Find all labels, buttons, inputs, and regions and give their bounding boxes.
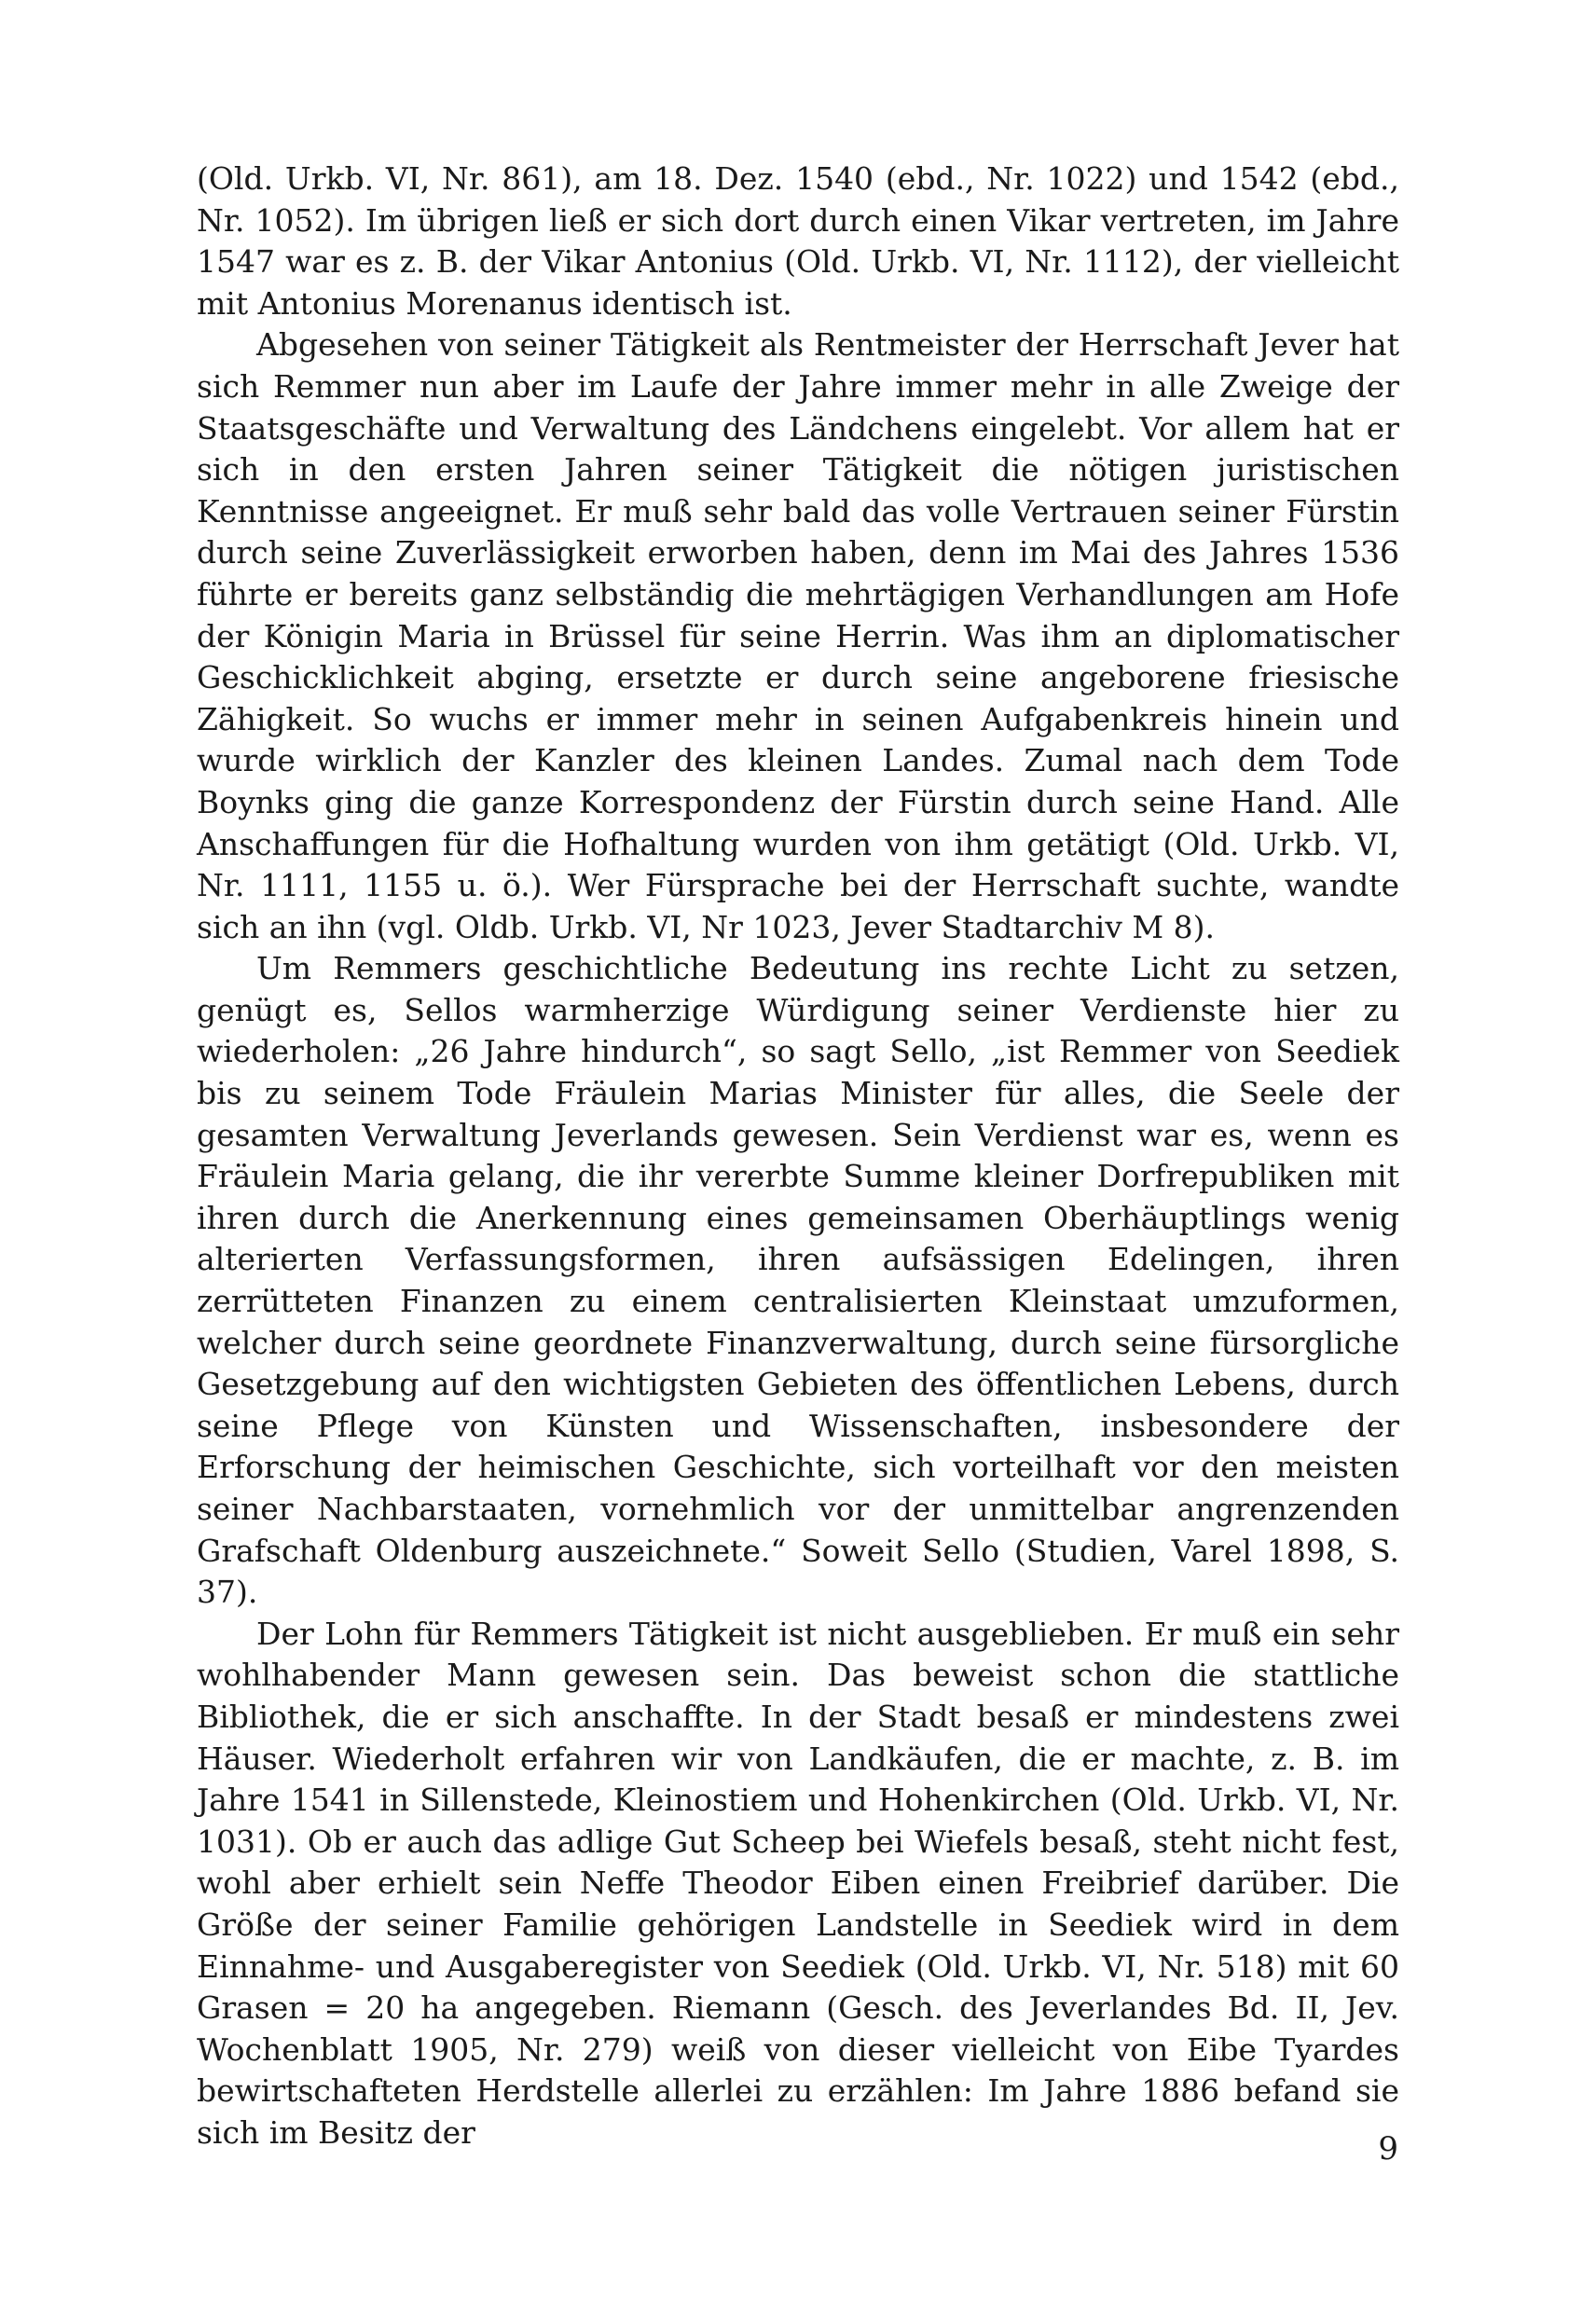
paragraph-3: Um Remmers geschichtliche Bedeutung ins rechte Licht zu setzen, genügt es, Sellos warmherzige Würdigung seiner Verdienste hier zu wiederholen: „26 Jahre hindurch“, so sagt Sello, „ist Remmer von Seediek bis zu seinem Tode Fräulein Marias Minister für alles, die Seele der gesamten Verwaltung Jeverlands gewesen. Sein Verdienst war es, wenn es Fräulein Maria gelang, die ihr vererbte Summe kleiner Dorfrepubliken mit ihren durch die Anerkennung eines gemeinsamen Oberhäuptlings wenig alterierten Verfassungsformen, ihren aufsässigen Edelingen, ihren zerrütteten Finanzen zu einem centralisierten Kleinstaat umzuformen, welcher durch seine geordnete Finanzverwaltung, durch seine fürsorgliche Gesetzgebung auf den wichtigsten Gebieten des öffentlichen Lebens, durch seine Pflege von Künsten und Wissenschaften, insbesondere der Erforschung der heimischen Geschichte, sich vorteilhaft vor den meisten seiner Nachbarstaaten, vornehmlich vor der unmittelbar angrenzenden Grafschaft Oldenburg auszeichnete.“ Soweit Sello (Studien, Varel 1898, S. 37). [197,950,1399,1611]
paragraph-4: Der Lohn für Remmers Tätigkeit ist nicht ausgeblieben. Er muß ein sehr wohlhabender Mann gewesen sein. Das beweist schon die stattliche Bibliothek, die er sich anschaffte. In der Stadt besaß er mindestens zwei Häuser. Wiederholt erfahren wir von Landkäufen, die er machte, z. B. im Jahre 1541 in Sillenstede, Kleinostiem und Hohenkirchen (Old. Urkb. VI, Nr. 1031). Ob er auch das adlige Gut Scheep bei Wiefels besaß, steht nicht fest, wohl aber erhielt sein Neffe Theodor Eiben einen Freibrief darüber. Die Größe der seiner Familie gehörigen Landstelle in Seediek wird in dem Einnahme- und Ausgaberegister von Seediek (Old. Urkb. VI, Nr. 518) mit 60 Grasen = 20 ha angegeben. Riemann (Gesch. des Jeverlandes Bd. II, Jev. Wochenblatt 1905, Nr. 279) weiß von dieser vielleicht von Eibe Tyardes bewirtschafteten Herdstelle allerlei zu erzählen: Im Jahre 1886 befand sie sich im Besitz der [197,1615,1399,2151]
paragraph-2: Abgesehen von seiner Tätigkeit als Rentmeister der Herrschaft Jever hat sich Remmer nun aber im Laufe der Jahre immer mehr in alle Zweige der Staatsgeschäfte und Verwaltung des Ländchens eingelebt. Vor allem hat er sich in den ersten Jahren seiner Tätigkeit die nötigen juristischen Kenntnisse angeeignet. Er muß sehr bald das volle Vertrauen seiner Fürstin durch seine Zuverlässigkeit erworben haben, denn im Mai des Jahres 1536 führte er bereits ganz selbständig die mehrtägigen Verhandlungen am Hofe der Königin Maria in Brüssel für seine Herrin. Was ihm an diplomatischer Geschicklichkeit abging, ersetzte er durch seine angeborene friesische Zähigkeit. So wuchs er immer mehr in seinen Aufgabenkreis hinein und wurde wirklich der Kanzler des kleinen Landes. Zumal nach dem Tode Boynks ging die ganze Korrespondenz der Fürstin durch seine Hand. Alle Anschaffungen für die Hofhaltung wurden von ihm getätigt (Old. Urkb. VI, Nr. 1111, 1155 u. ö.). Wer Fürsprache bei der Herrschaft suchte, wandte sich an ihn (vgl. Oldb. Urkb. VI, Nr 1023, Jever Stadtarchiv M 8). [197,326,1399,945]
page-body [197,158,1399,2154]
paragraph-1: (Old. Urkb. VI, Nr. 861), am 18. Dez. 1540 (ebd., Nr. 1022) und 1542 (ebd., Nr. 1052). Im übrigen ließ er sich dort durch einen Vikar vertreten, im Jahre 1547 war es z. B. der Vikar Antonius (Old. Urkb. VI, Nr. 1112), der vielleicht mit Antonius Morenanus identisch ist. [197,160,1399,322]
page-number: 9 [1378,2130,1398,2168]
